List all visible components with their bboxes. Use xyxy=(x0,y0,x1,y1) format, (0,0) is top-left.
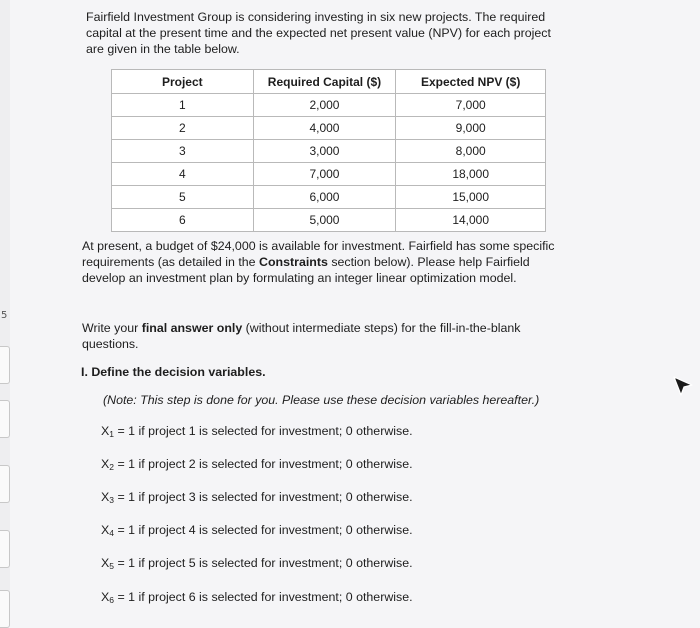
table-row xyxy=(112,94,546,117)
section-note: (Note: This step is done for you. Please use these decision variables hereafter.) xyxy=(103,393,540,407)
variable-letter: X xyxy=(101,490,110,504)
cell-npv: 14,000 xyxy=(396,209,546,232)
variable-definition: = 1 if project 5 is selected for investment; 0 otherwise. xyxy=(114,556,413,570)
sidebar-tab[interactable] xyxy=(0,465,10,503)
budget-paragraph xyxy=(82,238,562,286)
variable-letter: X xyxy=(101,457,110,471)
cell-project: 2 xyxy=(112,117,254,140)
cell-npv: 8,000 xyxy=(396,140,546,163)
table-row xyxy=(112,140,546,163)
cell-capital: 6,000 xyxy=(253,186,396,209)
table-row xyxy=(112,117,546,140)
variable-definition: = 1 if project 3 is selected for investment; 0 otherwise. xyxy=(114,490,413,504)
final-answer-emphasis: final answer only xyxy=(141,321,243,335)
cell-capital: 5,000 xyxy=(253,209,396,232)
cell-npv: 7,000 xyxy=(396,94,546,117)
projects-table xyxy=(111,69,546,232)
mouse-pointer-icon xyxy=(672,375,694,397)
variable-letter: X xyxy=(101,424,110,438)
cell-npv: 18,000 xyxy=(396,163,546,186)
table-row xyxy=(112,209,546,232)
variable-letter: X xyxy=(101,556,110,570)
variable-subscript: 4 xyxy=(109,528,114,538)
table-header-row xyxy=(112,70,546,94)
cell-npv: 9,000 xyxy=(396,117,546,140)
column-header-capital: Required Capital ($) xyxy=(253,70,396,94)
cell-project: 6 xyxy=(112,209,254,232)
cell-capital: 7,000 xyxy=(253,163,396,186)
cell-capital: 3,000 xyxy=(253,140,396,163)
table-row xyxy=(112,163,546,186)
variable-subscript: 6 xyxy=(109,595,114,605)
sidebar-marker: 5 xyxy=(1,310,8,321)
budget-text-start: At present, a budget of $24,000 is available for investment. Fairfield has some specific requirements (as detailed in the xyxy=(82,239,555,269)
variable-definition: = 1 if project 2 is selected for investment; 0 otherwise. xyxy=(114,457,413,471)
sidebar-tab[interactable] xyxy=(0,346,10,384)
variable-letter: X xyxy=(101,590,110,604)
cell-project: 4 xyxy=(112,163,254,186)
decision-variable xyxy=(101,556,413,571)
column-header-npv: Expected NPV ($) xyxy=(396,70,546,94)
instruction-text-end: (without intermediate steps) for the fill-in-the-blank questions. xyxy=(82,321,521,351)
variable-letter: X xyxy=(101,523,110,537)
sidebar-tab[interactable] xyxy=(0,590,10,628)
cell-project: 5 xyxy=(112,186,254,209)
variable-definition: = 1 if project 6 is selected for investment; 0 otherwise. xyxy=(114,590,413,604)
variable-definition: = 1 if project 4 is selected for investment; 0 otherwise. xyxy=(114,523,413,537)
intro-paragraph: Fairfield Investment Group is considering investing in six new projects. The required capital at the present time and the expected net present value (NPV) for each project are given in the table below. xyxy=(86,10,551,56)
budget-text-end: section below). Please help Fairfield develop an investment plan by formulating an integer linear optimization model. xyxy=(82,255,530,285)
decision-variable xyxy=(101,424,413,439)
constraints-emphasis: Constraints xyxy=(259,255,328,269)
variable-subscript: 5 xyxy=(109,561,114,571)
decision-variable xyxy=(101,523,413,538)
decision-variable xyxy=(101,457,413,472)
cell-project: 3 xyxy=(112,140,254,163)
variable-subscript: 3 xyxy=(109,495,114,505)
decision-variable xyxy=(101,490,413,505)
variable-subscript: 1 xyxy=(109,429,114,439)
column-header-project: Project xyxy=(112,70,254,94)
table-row xyxy=(112,186,546,209)
instruction-text-start: Write your xyxy=(82,321,142,335)
cell-npv: 15,000 xyxy=(396,186,546,209)
variable-definition: = 1 if project 1 is selected for investment; 0 otherwise. xyxy=(114,424,413,438)
decision-variable xyxy=(101,590,413,605)
cell-capital: 4,000 xyxy=(253,117,396,140)
cell-project: 1 xyxy=(112,94,254,117)
variable-subscript: 2 xyxy=(109,462,114,472)
instruction-paragraph xyxy=(82,320,562,352)
section-heading: I. Define the decision variables. xyxy=(81,365,266,379)
sidebar-tab[interactable] xyxy=(0,400,10,438)
sidebar-tab[interactable] xyxy=(0,530,10,568)
cell-capital: 2,000 xyxy=(253,94,396,117)
